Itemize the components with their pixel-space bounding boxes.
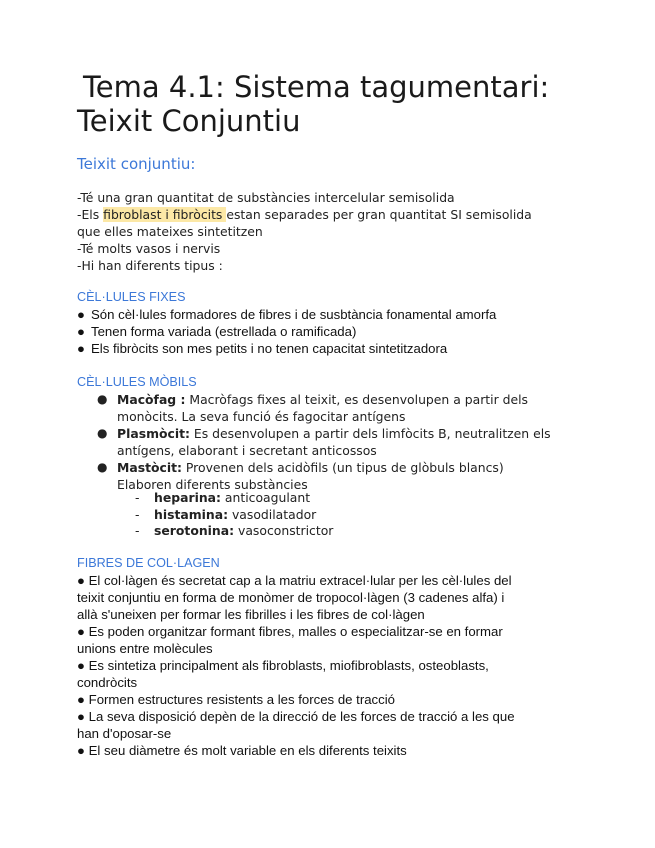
list-item: ● Plasmòcit: Es desenvolupen a partir dels limfòcits B, neutralitzen els antígens, elaborant i secretant anticossos <box>97 426 551 458</box>
list-item: ● Macòfag : Macròfags fixes al teixit, es desenvolupen a partir dels monòcits. La seva funció és fagocitar antígens <box>97 392 529 424</box>
list-item: ● El seu diàmetre és molt variable en els diferents teixits <box>77 743 407 758</box>
intro-line: -Té molts vasos i nervis <box>77 241 221 256</box>
intro-line: -Hi han diferents tipus : <box>77 258 223 273</box>
list-item: ● Mastòcit: Provenen dels acidòfils (un tipus de glòbuls blancs) Elaboren diferents substàncies <box>97 460 504 492</box>
bullet-icon: ● <box>77 307 85 322</box>
sub-list-item: - heparina: anticoagulant <box>135 490 311 505</box>
bullet-icon: ● <box>77 624 85 639</box>
bullet-icon: ● <box>77 341 85 356</box>
section-heading-teixit: Teixit conjuntiu: <box>77 155 196 173</box>
fibres-list <box>77 572 577 759</box>
list-item: ● El col·làgen és secretat cap a la matriu extracel·lular per les cèl·lules del teixit conjuntiu en forma de monòmer de tropocol·làgen (3 cadenes alfa) i allà s'uneixen per formar les fibrilles i les fibres de col·làgen <box>77 573 512 622</box>
bullet-icon: ● <box>77 324 85 339</box>
list-item: ● Formen estructures resistents a les forces de tracció <box>77 692 395 707</box>
list-item: ● La seva disposició depèn de la direcció de les forces de tracció a les que han d'oposar-se <box>77 709 515 741</box>
intro-paragraph <box>77 189 597 274</box>
title-line-1: Tema 4.1: Sistema tagumentari: <box>83 70 550 104</box>
title-line-2: Teixit Conjuntiu <box>77 104 301 138</box>
page-title <box>77 70 597 138</box>
mastocit-substances <box>135 490 333 540</box>
bullet-icon: ● <box>97 426 108 440</box>
intro-line: que elles mateixes sintetitzen <box>77 224 263 239</box>
sub-list-item: - histamina: vasodilatador <box>135 506 317 522</box>
list-item: ● Es poden organitzar formant fibres, malles o especialitzar-se en formar unions entre molècules <box>77 624 503 656</box>
fixes-list <box>77 306 577 357</box>
highlighted-text: fibroblast i fibròcits <box>103 207 227 222</box>
list-item: ● Tenen forma variada (estrellada o ramificada) <box>77 324 357 339</box>
list-item: ● Es sintetiza principalment als fibroblasts, miofibroblasts, osteoblasts, condròcits <box>77 658 489 690</box>
list-item: ● Són cèl·lules formadores de fibres i de susbtància fonamental amorfa <box>77 307 497 322</box>
bullet-icon: ● <box>77 658 85 673</box>
bullet-icon: ● <box>77 573 85 588</box>
sub-list-item: - serotonina: vasoconstrictor <box>135 523 334 538</box>
bullet-icon: ● <box>97 392 108 406</box>
bullet-icon: ● <box>77 709 85 724</box>
intro-line: -Els fibroblast i fibròcits estan separades per gran quantitat SI semisolida <box>77 207 532 222</box>
list-item: ● Els fibròcits son mes petits i no tenen capacitat sintetitzadora <box>77 341 448 356</box>
intro-line: -Té una gran quantitat de substàncies intercelular semisolida <box>77 190 455 205</box>
bullet-icon: ● <box>77 692 85 707</box>
bullet-icon: ● <box>97 460 108 474</box>
bullet-icon: ● <box>77 743 85 758</box>
section-heading-fibres: FIBRES DE COL·LAGEN <box>77 556 220 570</box>
section-heading-fixes: CÈL·LULES FIXES <box>77 290 186 304</box>
mobils-list <box>97 391 577 493</box>
section-heading-mobils: CÈL·LULES MÒBILS <box>77 375 197 389</box>
